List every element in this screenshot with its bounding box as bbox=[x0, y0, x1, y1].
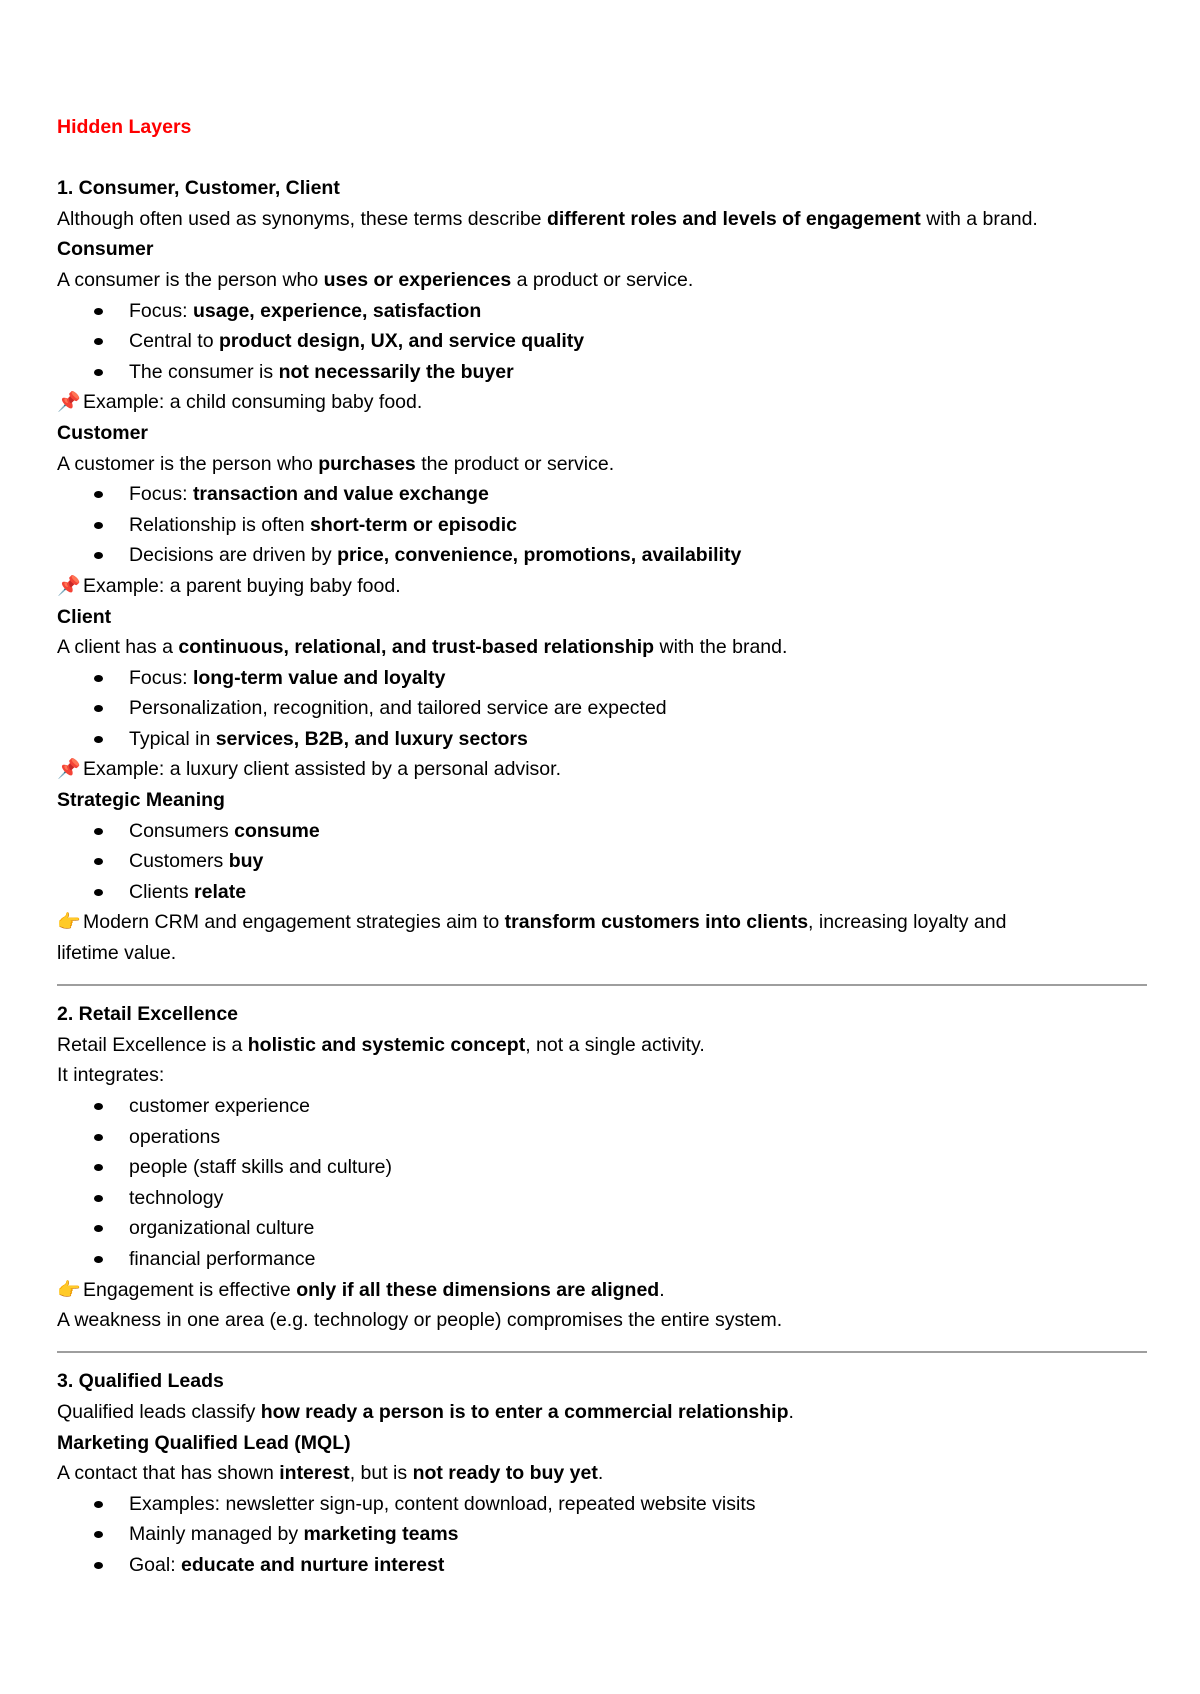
bold-text: not necessarily the buyer bbox=[278, 360, 514, 383]
pointing-hand-icon: 👉 bbox=[57, 912, 81, 934]
bold-text: different roles and levels of engagement bbox=[546, 207, 921, 230]
bullet-icon bbox=[94, 1501, 103, 1508]
text-run: Clients bbox=[129, 880, 195, 903]
bold-text: transaction and value exchange bbox=[192, 483, 489, 506]
section-heading bbox=[57, 173, 1147, 204]
bullet-icon bbox=[94, 552, 103, 559]
bold-text: how ready a person is to enter a commercial relationship bbox=[260, 1400, 789, 1423]
bullet-icon bbox=[94, 1531, 103, 1538]
bold-text: short-term or episodic bbox=[310, 513, 517, 536]
bullet-list-item bbox=[57, 693, 1147, 724]
bold-text: 2. Retail Excellence bbox=[57, 1003, 239, 1026]
bullet-icon bbox=[94, 1225, 103, 1232]
bold-text: educate and nurture interest bbox=[181, 1553, 445, 1576]
document-body bbox=[57, 112, 1147, 1581]
text-run: Engagement is effective bbox=[83, 1278, 297, 1301]
text-run: with a brand. bbox=[920, 207, 1038, 230]
section-heading bbox=[57, 1366, 1147, 1397]
bullet-icon bbox=[94, 736, 103, 743]
bullet-list-item bbox=[57, 357, 1147, 388]
text-run: , but is bbox=[349, 1462, 413, 1485]
text-run: It integrates: bbox=[57, 1064, 165, 1087]
bold-text: Marketing Qualified Lead (MQL) bbox=[57, 1431, 351, 1454]
bullet-icon bbox=[94, 1256, 103, 1263]
text-run: A weakness in one area (e.g. technology or people) compromises the entire system. bbox=[57, 1309, 783, 1332]
horizontal-rule bbox=[57, 984, 1147, 986]
bold-text: relate bbox=[194, 880, 247, 903]
bullet-icon bbox=[94, 369, 103, 376]
bullet-list-item bbox=[57, 663, 1147, 694]
text-run: customer experience bbox=[129, 1095, 311, 1117]
bullet-list-item bbox=[57, 1152, 1147, 1183]
pointing-hand-icon: 👉 bbox=[57, 1279, 81, 1301]
paragraph-line bbox=[57, 1275, 1147, 1306]
bold-text: consume bbox=[234, 819, 320, 842]
paragraph-line bbox=[57, 387, 1147, 418]
bold-text: services, B2B, and luxury sectors bbox=[215, 727, 528, 750]
text-run: The consumer is bbox=[129, 360, 279, 383]
bullet-list-item bbox=[57, 724, 1147, 755]
text-run: Consumers bbox=[129, 819, 235, 842]
bold-text: Strategic Meaning bbox=[57, 789, 225, 812]
bullet-list-item bbox=[57, 1519, 1147, 1550]
text-run: Focus: bbox=[129, 666, 193, 689]
text-run: Focus: bbox=[129, 299, 193, 322]
text-run: . bbox=[597, 1462, 604, 1485]
text-run: Examples: newsletter sign-up, content download, repeated website visits bbox=[129, 1492, 756, 1515]
paragraph-line bbox=[57, 204, 1147, 235]
text-run: Example: a child consuming baby food. bbox=[83, 391, 423, 414]
bold-text: transform customers into clients bbox=[504, 911, 809, 934]
bold-text: holistic and systemic concept bbox=[247, 1033, 526, 1056]
text-run: , not a single activity. bbox=[525, 1033, 705, 1056]
section-heading bbox=[57, 234, 1147, 265]
paragraph-line bbox=[57, 571, 1147, 602]
paragraph-line bbox=[57, 754, 1147, 785]
bullet-icon bbox=[94, 705, 103, 712]
paragraph-line bbox=[57, 449, 1147, 480]
text-run: Mainly managed by bbox=[129, 1523, 304, 1546]
bullet-list-item bbox=[57, 540, 1147, 571]
bullet-list-item bbox=[57, 510, 1147, 541]
bullet-list-item bbox=[57, 846, 1147, 877]
paragraph-line bbox=[57, 1305, 1147, 1336]
bullet-icon bbox=[94, 675, 103, 682]
bold-text: only if all these dimensions are aligned bbox=[296, 1278, 660, 1301]
bullet-list-item bbox=[57, 296, 1147, 327]
text-run: Although often used as synonyms, these terms describe bbox=[57, 207, 547, 230]
horizontal-rule bbox=[57, 1351, 1147, 1353]
bullet-list-item bbox=[57, 1183, 1147, 1214]
bold-text: Client bbox=[57, 605, 112, 628]
document-title: Hidden Layers bbox=[57, 116, 192, 138]
bullet-icon bbox=[94, 1134, 103, 1141]
bullet-list-item bbox=[57, 816, 1147, 847]
bold-text: 3. Qualified Leads bbox=[57, 1370, 224, 1393]
paragraph-line bbox=[57, 1397, 1147, 1428]
text-run: operations bbox=[129, 1125, 221, 1148]
bullet-list-item bbox=[57, 1122, 1147, 1153]
text-run: Modern CRM and engagement strategies aim to bbox=[83, 911, 505, 934]
section-heading bbox=[57, 1428, 1147, 1459]
text-run: Relationship is often bbox=[129, 513, 311, 536]
text-run: , increasing loyalty and bbox=[808, 911, 1007, 934]
text-run: Example: a parent buying baby food. bbox=[83, 574, 401, 597]
bullet-list-item bbox=[57, 877, 1147, 908]
text-run: the product or service. bbox=[415, 452, 615, 475]
text-run: Focus: bbox=[129, 483, 193, 506]
text-run: Qualified leads classify bbox=[57, 1400, 261, 1423]
bullet-icon bbox=[94, 338, 103, 345]
bullet-icon bbox=[94, 1562, 103, 1569]
text-run: Goal: bbox=[129, 1553, 182, 1576]
paragraph-line bbox=[57, 1458, 1147, 1489]
text-run: . bbox=[659, 1278, 665, 1301]
text-run: Decisions are driven by bbox=[129, 544, 338, 567]
text-run: . bbox=[788, 1400, 794, 1423]
bold-text: Consumer bbox=[57, 238, 154, 261]
bullet-icon bbox=[94, 491, 103, 498]
bold-text: marketing teams bbox=[303, 1523, 459, 1546]
bold-text: 1. Consumer, Customer, Client bbox=[57, 177, 340, 200]
text-run: Customers bbox=[129, 850, 229, 873]
text-run: Typical in bbox=[129, 727, 216, 750]
bold-text: purchases bbox=[318, 452, 416, 475]
bold-text: price, convenience, promotions, availability bbox=[337, 544, 742, 567]
paragraph-line bbox=[57, 265, 1147, 296]
text-run: Example: a luxury client assisted by a personal advisor. bbox=[83, 758, 561, 781]
text-run: A consumer is the person who bbox=[57, 268, 324, 291]
text-run: with the brand. bbox=[654, 636, 788, 659]
paragraph-line bbox=[57, 907, 1147, 938]
paragraph-line bbox=[57, 938, 1147, 969]
bullet-icon bbox=[94, 858, 103, 865]
section-heading bbox=[57, 999, 1147, 1030]
bullet-list-item bbox=[57, 326, 1147, 357]
bullet-icon bbox=[94, 1195, 103, 1202]
bullet-list-item bbox=[57, 1213, 1147, 1244]
bullet-icon bbox=[94, 1103, 103, 1110]
bold-text: continuous, relational, and trust-based relationship bbox=[178, 636, 655, 659]
bold-text: Customer bbox=[57, 421, 149, 444]
bullet-icon bbox=[94, 522, 103, 529]
bold-text: long-term value and loyalty bbox=[192, 666, 446, 689]
bullet-list-item bbox=[57, 1550, 1147, 1581]
bullet-icon bbox=[94, 1164, 103, 1171]
text-run: people (staff skills and culture) bbox=[129, 1156, 393, 1179]
paragraph-line bbox=[57, 1030, 1147, 1061]
bold-text: uses or experiences bbox=[323, 268, 512, 291]
pushpin-icon: 📌 bbox=[57, 392, 81, 414]
section-heading bbox=[57, 602, 1147, 633]
section-heading bbox=[57, 785, 1147, 816]
text-run: organizational culture bbox=[129, 1217, 315, 1240]
bullet-icon bbox=[94, 308, 103, 315]
section-divider bbox=[57, 969, 1147, 1000]
bullet-list-item bbox=[57, 1091, 1147, 1122]
bullet-list-item bbox=[57, 479, 1147, 510]
bold-text: interest bbox=[279, 1462, 350, 1485]
paragraph-line bbox=[57, 632, 1147, 663]
text-run: technology bbox=[129, 1186, 224, 1209]
text-run: lifetime value. bbox=[57, 942, 177, 965]
bullet-icon bbox=[94, 828, 103, 835]
section-divider bbox=[57, 1336, 1147, 1367]
pushpin-icon: 📌 bbox=[57, 575, 81, 597]
text-run: A customer is the person who bbox=[57, 452, 319, 475]
pushpin-icon: 📌 bbox=[57, 759, 81, 781]
text-run: A client has a bbox=[57, 636, 179, 659]
bold-text: buy bbox=[228, 850, 264, 873]
bullet-list-item bbox=[57, 1489, 1147, 1520]
text-run: Retail Excellence is a bbox=[57, 1033, 248, 1056]
text-run: a product or service. bbox=[511, 268, 694, 291]
bullet-list-item bbox=[57, 1244, 1147, 1275]
text-run: A contact that has shown bbox=[57, 1462, 280, 1485]
bold-text: product design, UX, and service quality bbox=[218, 330, 585, 353]
paragraph-line bbox=[57, 1060, 1147, 1091]
bullet-icon bbox=[94, 889, 103, 896]
text-run: Central to bbox=[129, 330, 219, 353]
text-run: financial performance bbox=[129, 1247, 316, 1270]
text-run: Personalization, recognition, and tailored service are expected bbox=[129, 697, 667, 720]
bold-text: not ready to buy yet bbox=[412, 1462, 598, 1485]
section-heading bbox=[57, 418, 1147, 449]
bold-text: usage, experience, satisfaction bbox=[192, 299, 482, 322]
